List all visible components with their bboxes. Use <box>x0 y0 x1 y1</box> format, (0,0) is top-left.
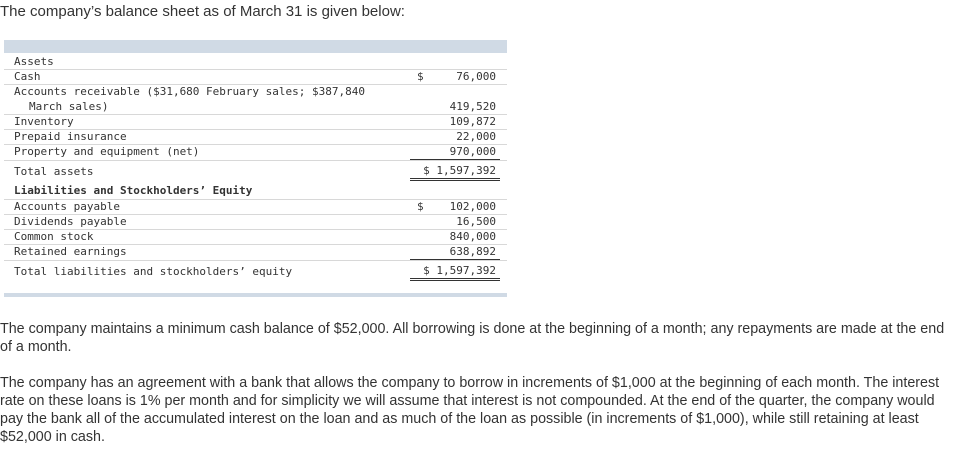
inventory-amount: 109,872 <box>449 115 496 128</box>
prepaid-insurance-label: Prepaid insurance <box>14 130 127 143</box>
total-double-underline-bottom <box>410 280 500 281</box>
table-footer-band <box>4 293 507 297</box>
total-double-underline-top <box>410 178 500 179</box>
cash-label: Cash <box>14 70 41 83</box>
retained-earnings-amount: 638,892 <box>449 245 496 258</box>
accounts-payable-amount: 102,000 <box>449 200 496 213</box>
inventory-label: Inventory <box>14 115 74 128</box>
total-assets-label: Total assets <box>14 165 94 178</box>
total-liabilities-amount: $ 1,597,392 <box>423 264 496 277</box>
cash-policy-paragraph: The company maintains a minimum cash balance of $52,000. All borrowing is done at the beginning of a month; any repayments are made at the end of a month. <box>0 321 945 355</box>
row-divider <box>4 160 507 161</box>
cash-dollar-sign: $ <box>417 70 424 83</box>
accounts-receivable-label-cont: March sales) <box>29 100 109 113</box>
total-liabilities-label: Total liabilities and stockholders’ equity <box>14 265 293 278</box>
retained-earnings-label: Retained earnings <box>14 245 127 258</box>
table-header-band <box>4 40 507 53</box>
total-double-underline-bottom <box>410 180 500 181</box>
row-divider <box>4 69 507 70</box>
balance-sheet-table <box>4 40 507 297</box>
intro-text: The company’s balance sheet as of March 31 is given below: <box>0 3 405 20</box>
total-assets-amount: $ 1,597,392 <box>423 164 496 177</box>
row-divider <box>4 114 507 115</box>
property-equipment-amount: 970,000 <box>449 145 496 158</box>
property-equipment-label: Property and equipment (net) <box>14 145 200 158</box>
cash-amount: 76,000 <box>456 70 496 83</box>
accounts-payable-label: Accounts payable <box>14 200 120 213</box>
common-stock-amount: 840,000 <box>449 230 496 243</box>
liabilities-heading: Liabilities and Stockholders’ Equity <box>14 184 253 197</box>
dividends-payable-label: Dividends payable <box>14 215 127 228</box>
accounts-receivable-amount: 419,520 <box>449 100 496 113</box>
accounts-receivable-label: Accounts receivable ($31,680 February sales; $387,840 <box>14 85 365 98</box>
prepaid-insurance-amount: 22,000 <box>456 130 496 143</box>
total-double-underline-top <box>410 278 500 279</box>
assets-heading: Assets <box>14 55 54 68</box>
common-stock-label: Common stock <box>14 230 94 243</box>
bank-agreement-paragraph: The company has an agreement with a bank that allows the company to borrow in increments of $1,000 at the beginning of each month. The interest rate on these loans is 1% per month and for simplicity we will assume that interest is not compounded. At the end of the quarter, the company would pay the bank all of the accumulated interest on the loan and as much of the loan as possible (in increments of $1,000), while still retaining at least $52,000 in cash. <box>0 375 940 445</box>
accounts-payable-dollar-sign: $ <box>417 200 424 213</box>
dividends-payable-amount: 16,500 <box>456 215 496 228</box>
row-divider <box>4 260 507 261</box>
